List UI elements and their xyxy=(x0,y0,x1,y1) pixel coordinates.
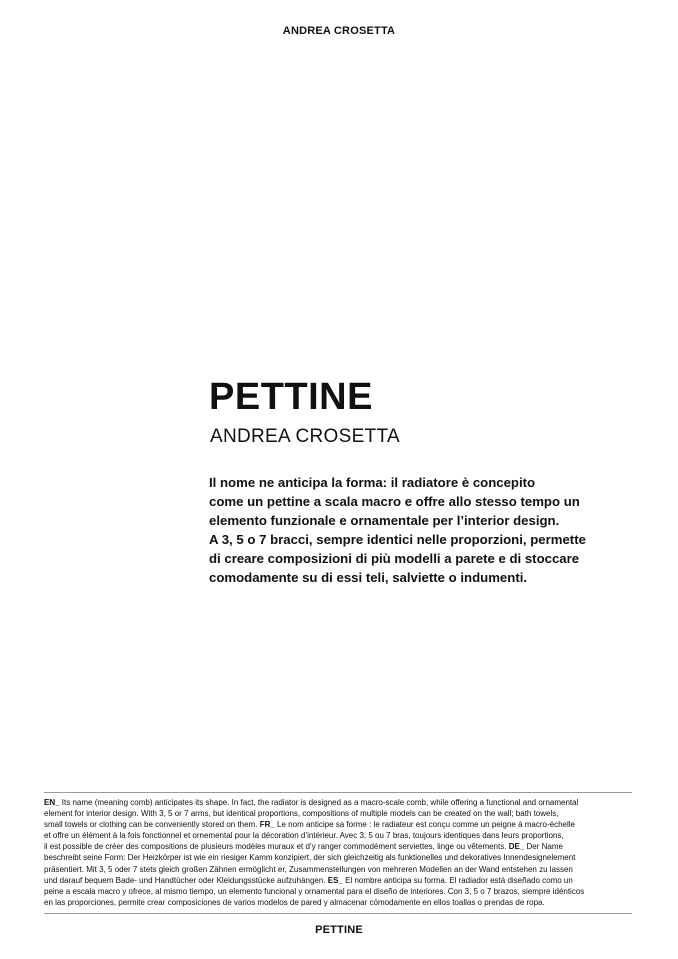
bottom-divider xyxy=(44,913,632,914)
translation-line: beschreibt seine Form: Der Heizkörper ist wie ein riesiger Kamm konzipiert, der sich gleichzeitig als funktionelles und dekoratives Innendesignelement xyxy=(44,853,576,863)
translation-line: element for interior design. With 3, 5 or 7 arms, but identical proportions, compositions of multiple models can be created on the wall; bath towels, xyxy=(44,809,559,819)
translation-text: Le nom anticipe sa forme : le radiateur est conçu comme un peigne à macro-échelle xyxy=(277,820,575,830)
intro-line: comodamente su di essi teli, salviette o indumenti. xyxy=(209,570,528,585)
translation-line: en las proporciones, permite crear composiciones de varios modelos de pared y almacenar cómodamente en ellos toallas o prendas de ropa. xyxy=(44,897,545,907)
translation-text: small towels or clothing can be conveniently stored on them. xyxy=(44,820,258,830)
translation-text: il est possible de créer des compositions de plusieurs modèles muraux et d’y ranger commodément serviettes, linge ou vêtements. xyxy=(44,842,507,852)
translation-text: Der Name xyxy=(526,842,563,852)
translation-line: peine a escala macro y ofrece, al mismo tiempo, un elemento funcional y ornamental para el diseño de interiores. Con 3, 5 o 7 brazos, siempre idénticos xyxy=(44,886,585,896)
translation-line: präsentiert. Mit 3, 5 oder 7 stets gleich großen Zähnen ermöglicht er, Zusammenstellungen von mehreren Modellen an der Wand entstehen zu lassen xyxy=(44,864,573,874)
page-title: PETTINE xyxy=(209,376,373,418)
intro-line: elemento funzionale e ornamentale per l’interior design. xyxy=(209,513,560,528)
top-divider xyxy=(44,792,632,793)
lang-label-de: DE_ xyxy=(508,842,525,852)
lang-label-fr: FR_ xyxy=(259,820,275,830)
translation-line xyxy=(44,875,634,886)
lang-label-en: EN_ xyxy=(44,798,60,807)
translations-block xyxy=(44,797,634,908)
intro-line: Il nome ne anticipa la forma: il radiatore è concepito xyxy=(209,475,536,490)
lang-label-es: ES_ xyxy=(327,875,343,885)
translation-line xyxy=(44,841,634,852)
intro-line: come un pettine a scala macro e offre allo stesso tempo un xyxy=(209,494,580,509)
translation-text: Its name (meaning comb) anticipates its shape. In fact, the radiator is designed as a macro-scale comb, while offering a functional and ornamental xyxy=(61,798,579,807)
designer-name: ANDREA CROSETTA xyxy=(210,426,400,447)
intro-line: A 3, 5 o 7 bracci, sempre identici nelle proporzioni, permette xyxy=(209,532,586,547)
translation-line xyxy=(44,819,634,830)
intro-line: di creare composizioni di più modelli a parete e di stoccare xyxy=(209,551,580,566)
translation-text: und darauf bequem Bade- und Handtücher oder Kleidungsstücke aufzuhängen. xyxy=(44,875,326,885)
translation-line xyxy=(44,797,634,808)
footer-product-name: PETTINE xyxy=(315,924,363,936)
translation-line: et offre un élément à la fois fonctionnel et ornemental pour la décoration d’intérieur. Avec 3, 5 ou 7 bras, toujours identiques dans leurs proportions, xyxy=(44,831,564,841)
header-author: ANDREA CROSETTA xyxy=(282,25,396,37)
intro-paragraph xyxy=(209,473,619,587)
translation-text: El nombre anticipa su forma. El radiador está diseñado como un xyxy=(345,875,573,885)
